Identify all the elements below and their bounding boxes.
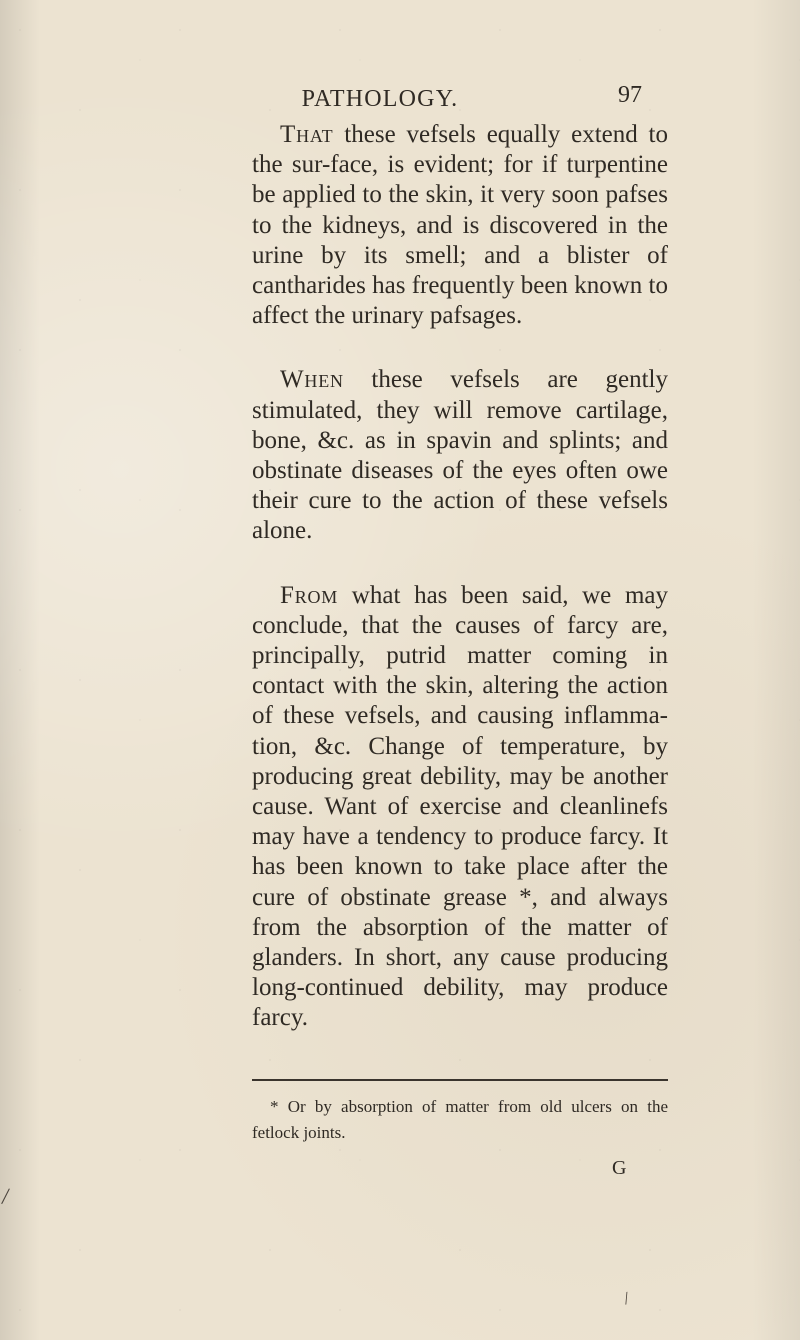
paragraph-1-text: these vefsels equally extend to the sur-face, is evident; for if turpentine be applied to the skin, it very soon pafses to the kidneys, and is discovered in the urine by its smell; and a blister of cantharides has frequently been known to affect the urinary pafsages. [252,121,668,330]
running-head: PATHOLOGY. [301,86,459,112]
body-text [252,120,668,1034]
paragraph-3-lead: From [280,581,339,609]
footnote-rule [252,1079,668,1081]
paragraph-3-text: what has been said, we may conclude, that the causes of farcy are, principally, putrid matter coming in contact with the skin, altering the action of these vefsels, and causing inflamma-tion, &c. Change of temperature, by producing great debility, may be another cause. Want of exercise and cleanlinefs may have a tendency to produce farcy. It has been known to take place after the cure of obstinate grease *, and always from the absorption of the matter of glanders. In short, any cause producing long-continued debility, may produce farcy. [252,581,668,1032]
paragraph-2-text: these vefsels are gently stimulated, they will remove cartilage, bone, &c. as in spavin and splints; and obstinate diseases of the eyes often owe their cure to the action of these vefsels alone. [252,366,668,545]
paragraph-2-lead: When [280,366,344,394]
paragraph-2 [252,365,668,546]
margin-mark-decoration: / [621,1287,632,1309]
margin-mark-decoration: / [0,1183,11,1211]
paragraph-1 [252,120,668,331]
signature-mark: G [612,1157,627,1179]
page-number: 97 [618,82,642,108]
paragraph-3 [252,581,668,1034]
footnote: * Or by absorption of matter from old ulcers on the fetlock joints. [252,1097,668,1142]
paragraph-1-lead: That [280,121,334,148]
